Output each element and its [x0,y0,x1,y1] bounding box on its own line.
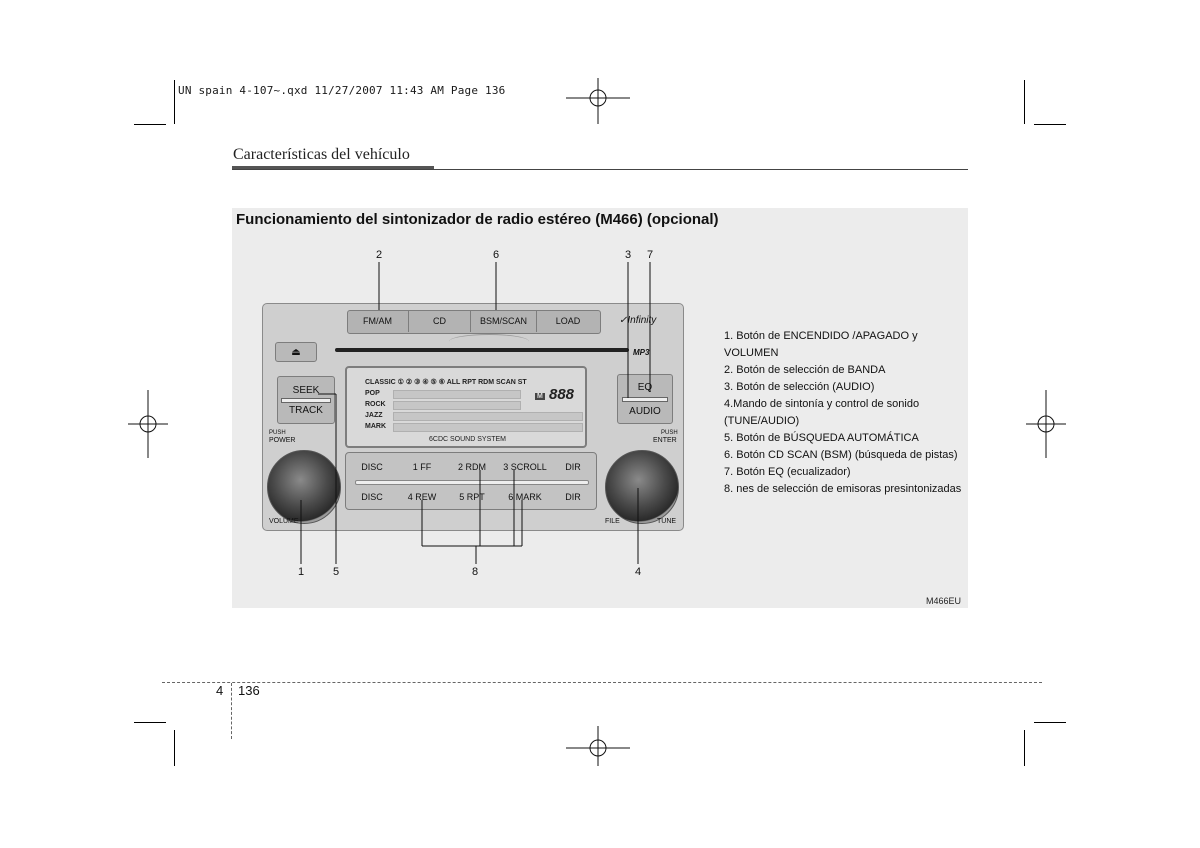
footer-rule-vertical [231,683,232,739]
seek-label: SEEK [292,384,320,396]
enter-label: ENTER [653,437,677,444]
callout-legend [724,328,964,498]
cd-button[interactable]: CD [409,310,471,332]
eject-icon: ⏏ [291,346,301,358]
legend-item: 8. nes de selección de emisoras presintonizadas [724,483,962,495]
dir-down-button[interactable]: DIR [565,492,581,502]
load-button[interactable]: LOAD [555,316,581,326]
brand-logo: ✓Infinity [619,315,657,326]
figure-code: M466EU [926,596,962,606]
lcd-memory-badge: M [537,393,543,400]
legend-item: 4.Mando de sintonía y control de sonido (TUNE/AUDIO) [724,398,920,427]
callout-3: 3 [625,249,632,261]
preset-6-button[interactable]: 6 MARK [508,492,542,502]
preset-4-button[interactable]: 4 REW [407,492,437,502]
print-slug: UN spain 4-107~.qxd 11/27/2007 11:43 AM Page 136 [178,84,506,97]
footer-rule [162,682,1042,683]
figure-heading: Funcionamiento del sintonizador de radio estéreo (M466) (opcional) [236,211,719,228]
lcd-genre: POP [365,390,380,397]
eq-label: EQ [637,381,653,393]
disc-up-button[interactable]: DISC [361,462,383,472]
fm-am-button[interactable]: FM/AM [347,310,409,332]
lcd-digits: 888 [549,386,575,403]
legend-item: 3. Botón de selección (AUDIO) [724,381,875,393]
preset-2-button[interactable]: 2 RDM [457,462,486,472]
callout-4: 4 [635,566,642,578]
lcd-mode-indicators: CLASSIC ① ② ③ ④ ⑤ ⑥ ALL RPT RDM SCAN ST [365,379,527,386]
power-label: POWER [269,437,296,444]
mp3-logo: MP3 [633,348,650,357]
lcd-genre: MARK [365,423,386,430]
callout-7: 7 [647,249,654,261]
lcd-genre: ROCK [365,401,386,408]
legend-item: 1. Botón de ENCENDIDO /APAGADO y VOLUMEN [724,330,918,359]
legend-item: 5. Botón de BÚSQUEDA AUTOMÁTICA [724,432,919,444]
legend-item: 6. Botón CD SCAN (BSM) (búsqueda de pistas) [724,449,958,461]
lcd-genre: JAZZ [365,412,383,419]
track-label: TRACK [289,404,323,416]
callout-1: 1 [298,566,305,578]
volume-label: VOLUME [269,518,299,525]
file-label: FILE [605,518,620,525]
audio-label: AUDIO [629,405,661,417]
lcd-caption: 6CDC SOUND SYSTEM [429,436,507,443]
callout-5: 5 [333,566,340,578]
bsm-scan-button[interactable]: BSM/SCAN [471,310,537,332]
preset-3-button[interactable]: 3 SCROLL [503,462,547,472]
push-label: PUSH [269,430,286,436]
callout-2: 2 [376,249,383,261]
push-label: PUSH [661,430,678,436]
section-title: Características del vehículo [233,146,410,163]
legend-item: 7. Botón EQ (ecualizador) [724,466,851,478]
disc-down-button[interactable]: DISC [361,492,383,502]
legend-item: 2. Botón de selección de BANDA [724,364,886,376]
dir-up-button[interactable]: DIR [565,462,581,472]
callout-6: 6 [493,249,500,261]
preset-1-button[interactable]: 1 FF [412,462,432,472]
preset-5-button[interactable]: 5 RPT [459,492,485,502]
page-number: 136 [238,683,260,698]
callout-8: 8 [472,566,479,578]
chapter-number: 4 [216,683,224,698]
tune-label: TUNE [657,518,677,525]
